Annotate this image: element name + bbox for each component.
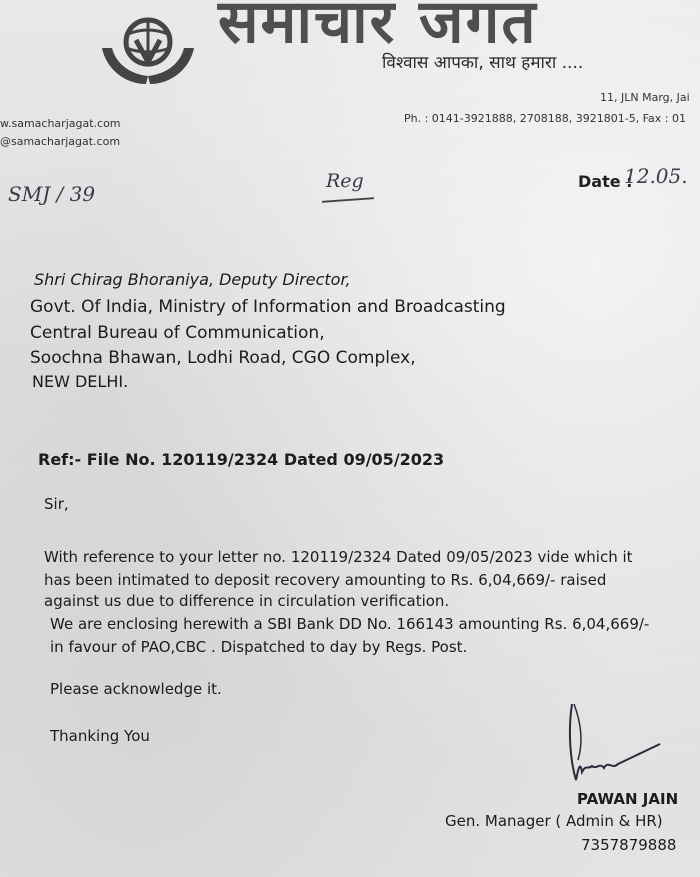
recipient-line-2: Govt. Of India, Ministry of Information and Broadcasting <box>30 297 506 317</box>
recipient-line-1: Shri Chirag Bhoraniya, Deputy Director, <box>34 270 351 289</box>
body-paragraph-1-line-1: With reference to your letter no. 120119/2324 Dated 09/05/2023 vide which it <box>44 548 633 566</box>
recipient-line-3: Central Bureau of Communication, <box>30 323 325 343</box>
signer-title: Gen. Manager ( Admin & HR) <box>445 812 663 830</box>
salutation: Sir, <box>44 495 69 513</box>
signer-name: PAWAN JAIN <box>577 790 679 808</box>
handwritten-date: 12.05. <box>624 164 688 188</box>
handwritten-reference-number: SMJ / 39 <box>8 182 96 206</box>
hands-globe-logo-icon <box>96 4 200 88</box>
recipient-line-5: NEW DELHI. <box>32 372 129 391</box>
closing-line: Thanking You <box>50 727 150 745</box>
office-address: 11, JLN Marg, Jai <box>600 91 690 104</box>
date-label: Date : <box>578 172 633 191</box>
reg-underline <box>322 197 374 204</box>
newspaper-masthead: समाचार जगत <box>218 0 538 57</box>
signature <box>560 700 670 790</box>
body-paragraph-2-line-2: in favour of PAO,CBC . Dispatched to day by Regs. Post. <box>50 638 468 656</box>
handwritten-reg-mark: Reg <box>326 170 364 192</box>
recipient-line-4: Soochna Bhawan, Lodhi Road, CGO Complex, <box>30 348 416 368</box>
acknowledge-line: Please acknowledge it. <box>50 680 222 698</box>
website-url: w.samacharjagat.com <box>0 117 121 130</box>
phone-fax-line: Ph. : 0141-3921888, 2708188, 3921801-5, Fax : 01 <box>404 112 686 125</box>
body-paragraph-1-line-3: against us due to difference in circulation verification. <box>44 592 450 610</box>
body-paragraph-2-line-1: We are enclosing herewith a SBI Bank DD No. 166143 amounting Rs. 6,04,669/- <box>50 615 650 633</box>
email-address: @samacharjagat.com <box>0 135 121 148</box>
signer-phone: 7357879888 <box>581 836 677 854</box>
tagline: विश्वास आपका, साथ हमारा .... <box>382 53 584 73</box>
reference-line: Ref:- File No. 120119/2324 Dated 09/05/2023 <box>38 450 445 469</box>
body-paragraph-1-line-2: has been intimated to deposit recovery amounting to Rs. 6,04,669/- raised <box>44 571 607 589</box>
